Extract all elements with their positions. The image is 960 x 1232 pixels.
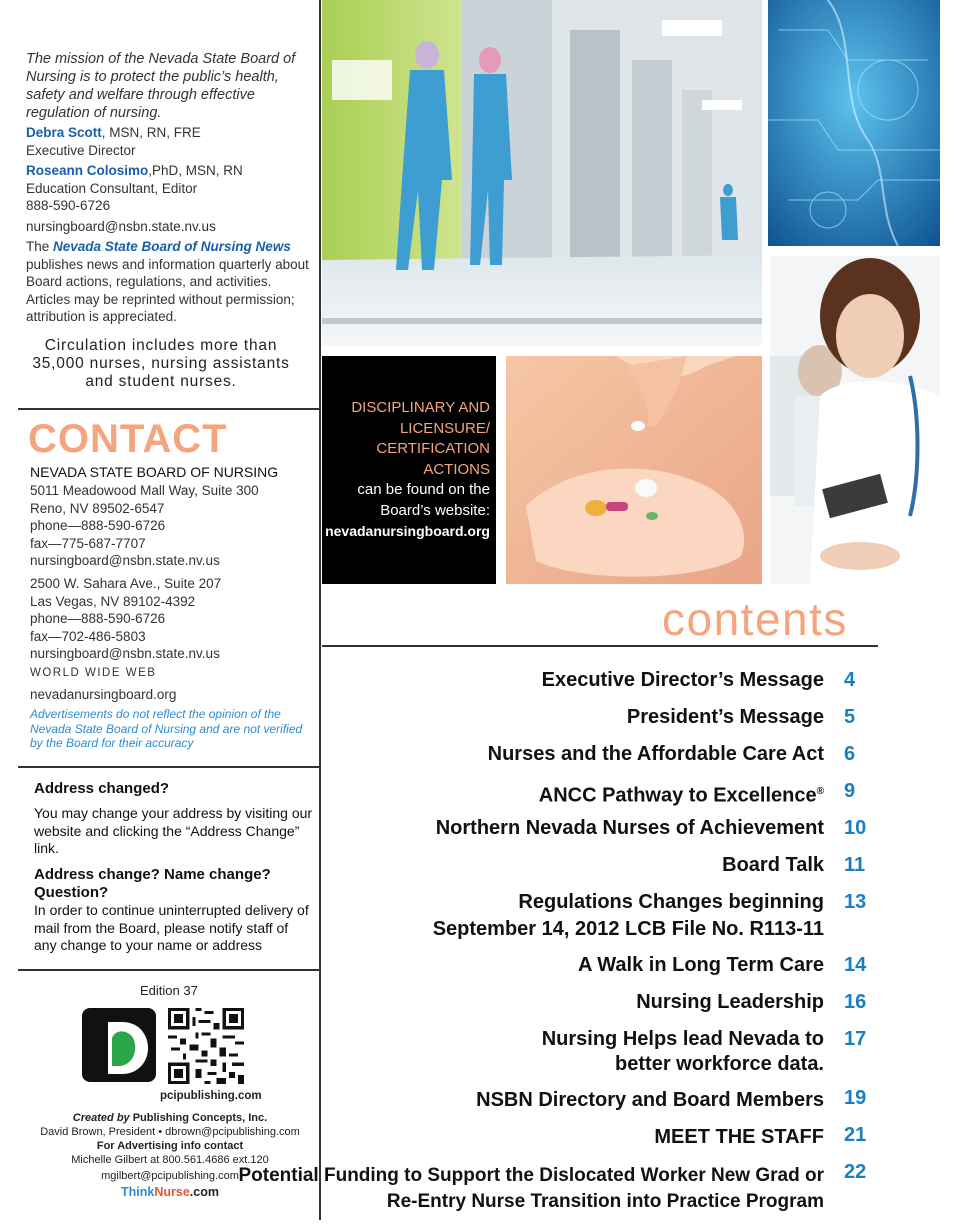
nurse-text: Nurse [154, 1185, 190, 1199]
advertising-email[interactable]: mgilbert@pcipublishing.com [101, 1170, 239, 1182]
newsletter-name: Nevada State Board of Nursing News [53, 239, 291, 254]
staff-credentials: ,PhD, MSN, RN [148, 163, 243, 178]
toc-title-line2: better workforce data. [615, 1053, 824, 1075]
email-link[interactable]: nursingboard@nsbn.state.nv.us [30, 553, 220, 568]
staff-title: Education Consultant, Editor [26, 181, 198, 196]
toc-title-line2: September 14, 2012 LCB File No. R113-11 [432, 918, 824, 940]
address-line: 2500 W. Sahara Ave., Suite 207 [30, 576, 222, 591]
toc-page-number[interactable]: 14 [844, 954, 867, 976]
name-change-text: In order to continue uninterrupted delivery of mail from the Board, please notify staff of any change to your name or address [34, 902, 309, 953]
disciplinary-callout [322, 356, 496, 584]
callout-heading: DISCIPLINARY AND LICENSURE/ CERTIFICATION ACTIONS [351, 399, 490, 478]
name-change-heading: Address change? Name change? Question? [34, 866, 271, 901]
com-text: .com [189, 1185, 219, 1199]
blue-technology-photo [768, 0, 940, 246]
staff-name: Roseann Colosimo [26, 163, 149, 178]
advertising-contact: Michelle Gilbert at 800.561.4686 ext.120 [71, 1154, 269, 1166]
toc-title: NSBN Directory and Board Members [476, 1089, 824, 1111]
staff-roseann [26, 162, 243, 198]
reno-address [30, 482, 259, 570]
toc-title: Board Talk [722, 854, 824, 876]
ad-disclaimer: Advertisements do not reflect the opinion of the Nevada State Board of Nursing and are not verified by the Board for their accuracy [30, 707, 303, 750]
divider [18, 969, 320, 971]
staff-debra [26, 124, 201, 160]
toc-item[interactable] [654, 1125, 824, 1150]
mission-statement: The mission of the Nevada State Board of Nursing is to protect the public’s health, safety and welfare through effective regulation of nursing. [26, 51, 296, 121]
email-link[interactable]: nursingboard@nsbn.state.nv.us [30, 646, 220, 661]
toc-title: Northern Nevada Nurses of Achievement [435, 817, 824, 839]
nurse-portrait-photo [770, 256, 940, 584]
hospital-corridor-photo [322, 0, 762, 346]
staff-name: Debra Scott [26, 125, 102, 140]
callout-body: can be found on the Board’s website: [357, 481, 490, 519]
editor-email[interactable]: nursingboard@nsbn.state.nv.us [26, 219, 216, 234]
blurb-prefix: The [26, 239, 54, 254]
website-link[interactable]: nevadanursingboard.org [30, 687, 177, 702]
board-name: NEVADA STATE BOARD OF NURSING [30, 464, 279, 480]
address-line: Reno, NV 89502-6547 [30, 500, 165, 516]
toc-item[interactable] [542, 1027, 824, 1077]
pills-in-hand-photo [506, 356, 762, 584]
toc-page-number[interactable]: 13 [844, 891, 867, 913]
publisher-company: Publishing Concepts, Inc. [132, 1112, 268, 1124]
toc-title: President’s Message [626, 706, 824, 728]
contents-divider [322, 645, 878, 647]
divider [18, 766, 320, 768]
toc-item[interactable] [722, 853, 824, 878]
address-changed-text: You may change your address by visiting our website and clicking the “Address Change” link. [34, 805, 313, 856]
toc-title: Nurses and the Affordable Care Act [487, 743, 824, 765]
address-changed-heading: Address changed? [34, 780, 170, 797]
toc-page-number[interactable]: 11 [844, 854, 866, 876]
toc-title: Executive Director’s Message [541, 669, 824, 691]
toc-page-number[interactable]: 6 [844, 743, 856, 765]
editor-phone: 888-590-6726 [26, 198, 111, 213]
registered-mark: ® [816, 786, 824, 797]
callout-url[interactable]: nevadanursingboard.org [325, 523, 490, 539]
publisher-url[interactable]: pcipublishing.com [160, 1090, 262, 1102]
qr-code-icon[interactable] [168, 1008, 244, 1084]
pci-logo-icon [82, 1008, 156, 1082]
blurb-text: publishes news and information quarterly about Board actions, regulations, and activities. Articles may be reprinted without permission; attribution is appreciated. [26, 256, 309, 324]
edition-label: Edition 37 [140, 983, 198, 998]
toc-title: ANCC Pathway to Excellence [538, 784, 817, 807]
think-text: Think [121, 1185, 155, 1199]
toc-page-number[interactable]: 17 [844, 1028, 867, 1050]
toc-item[interactable] [433, 890, 824, 942]
toc-title: Nursing Leadership [636, 991, 824, 1013]
toc-item[interactable] [488, 742, 824, 767]
publisher-president: David Brown, President • dbrown@pcipublishing.com [40, 1126, 300, 1138]
toc-page-number[interactable]: 21 [844, 1124, 867, 1146]
address-line: 5011 Meadowood Mall Way, Suite 300 [30, 483, 259, 498]
circulation-note: Circulation includes more than 35,000 nurses, nursing assistants and student nurses. [32, 337, 290, 390]
left-sidebar [0, 0, 320, 1232]
toc-title: A Walk in Long Term Care [578, 954, 824, 976]
fax: fax—702-486-5803 [30, 628, 146, 644]
toc-page-number[interactable]: 19 [844, 1087, 867, 1109]
toc-item[interactable] [539, 779, 824, 809]
toc-title: MEET THE STAFF [654, 1126, 824, 1148]
staff-title: Executive Director [26, 143, 136, 158]
phone: phone—888-590-6726 [30, 518, 166, 533]
staff-credentials: , MSN, RN, FRE [101, 125, 201, 140]
fax: fax—775-687-7707 [30, 535, 146, 551]
toc-title: Regulations Changes beginning [518, 891, 824, 913]
toc-item[interactable] [476, 1088, 824, 1113]
www-label: WORLD WIDE WEB [30, 667, 157, 679]
vegas-address [30, 575, 221, 663]
toc-item[interactable] [578, 953, 824, 978]
toc-page-number[interactable]: 16 [844, 991, 867, 1013]
phone: phone—888-590-6726 [30, 611, 166, 626]
contact-heading: CONTACT [28, 417, 228, 461]
address-line: Las Vegas, NV 89102-4392 [30, 593, 196, 609]
toc-item[interactable] [627, 705, 824, 730]
toc-item[interactable] [238, 1163, 824, 1214]
toc-item[interactable] [542, 668, 824, 693]
column-divider [319, 0, 321, 1220]
contents-title: contents [662, 593, 848, 645]
toc-title: Nursing Helps lead Nevada to [541, 1028, 824, 1050]
news-blurb [26, 238, 311, 326]
toc-title: Potential Funding to Support the Dislocated Worker New Grad or [238, 1165, 824, 1186]
divider [18, 408, 320, 410]
toc-page-number[interactable]: 22 [844, 1161, 867, 1183]
toc-page-number[interactable]: 10 [844, 817, 867, 839]
toc-page-number[interactable]: 5 [844, 706, 856, 728]
created-by-label: Created by [72, 1112, 130, 1124]
toc-page-number[interactable]: 4 [844, 669, 856, 691]
toc-page-number[interactable]: 9 [844, 780, 856, 802]
toc-item[interactable] [436, 816, 824, 841]
callout-text [325, 398, 490, 542]
toc-title-line2: Re-Entry Nurse Transition into Practice Program [386, 1191, 824, 1212]
toc-item[interactable] [636, 990, 824, 1015]
advertising-label: For Advertising info contact [96, 1140, 244, 1152]
